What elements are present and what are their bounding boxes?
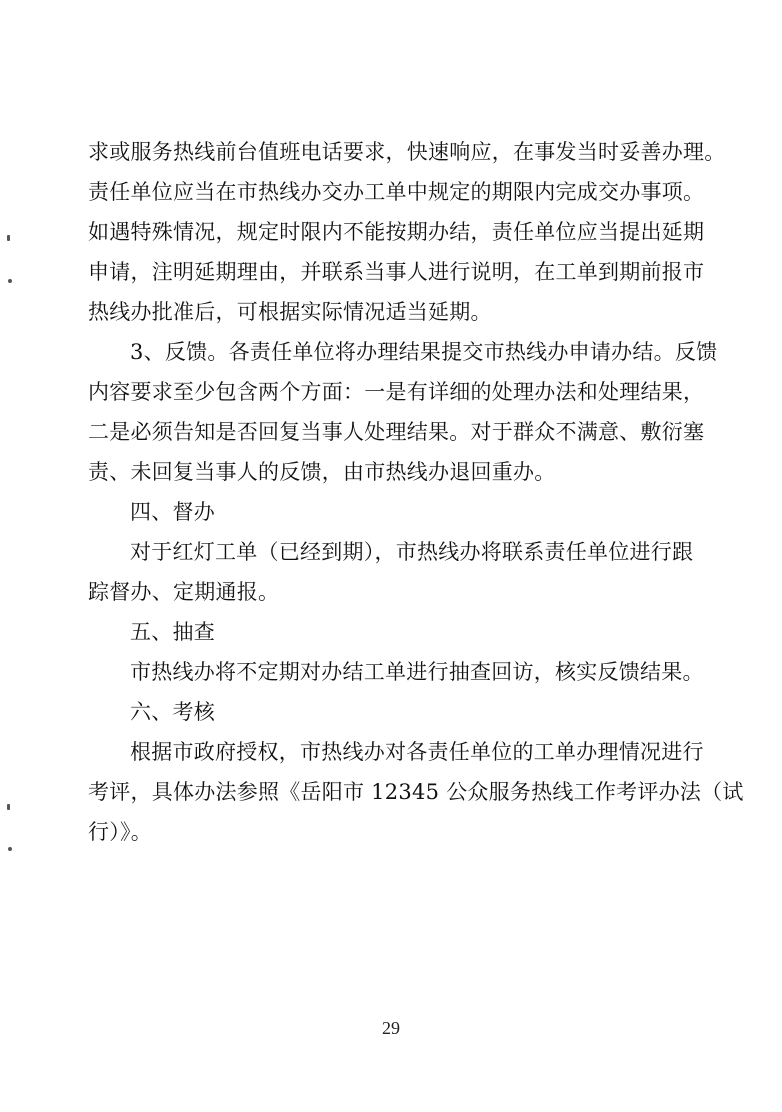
body-text-line: 踪督办、定期通报。 bbox=[88, 580, 280, 604]
body-text-line: 如遇特殊情况，规定时限内不能按期办结，责任单位应当提出延期 bbox=[88, 220, 705, 244]
body-text-line: 责任单位应当在市热线办交办工单中规定的期限内完成交办事项。 bbox=[88, 180, 705, 204]
section-feedback-heading-line: 3、反馈。各责任单位将办理结果提交市热线办申请办结。反馈 bbox=[130, 340, 718, 364]
binding-hole-mark bbox=[8, 847, 12, 851]
binding-hole-mark bbox=[8, 279, 12, 283]
page-number: 29 bbox=[382, 1018, 400, 1038]
body-text-line: 对于红灯工单（已经到期），市热线办将联系责任单位进行跟 bbox=[130, 540, 694, 564]
binding-hole-mark bbox=[7, 804, 10, 810]
body-text-line: 内容要求至少包含两个方面：一是有详细的处理办法和处理结果， bbox=[88, 380, 705, 404]
body-text-line: 责、未回复当事人的反馈，由市热线办退回重办。 bbox=[88, 460, 556, 484]
body-text-line: 热线办批准后，可根据实际情况适当延期。 bbox=[88, 300, 492, 324]
section-heading-spot-check: 五、抽查 bbox=[130, 620, 215, 644]
section-heading-supervision: 四、督办 bbox=[130, 500, 215, 524]
body-text-line: 市热线办将不定期对办结工单进行抽查回访，核实反馈结果。 bbox=[130, 660, 704, 684]
body-text-line: 求或服务热线前台值班电话要求，快速响应，在事发当时妥善办理。 bbox=[88, 140, 726, 164]
body-text-line: 二是必须告知是否回复当事人处理结果。对于群众不满意、敷衍塞 bbox=[88, 420, 705, 444]
body-text-line: 行）》。 bbox=[88, 820, 152, 844]
binding-hole-mark bbox=[7, 235, 10, 241]
body-text-line: 考评，具体办法参照《岳阳市 12345 公众服务热线工作考评办法（试 bbox=[88, 780, 744, 804]
body-text-line: 申请，注明延期理由，并联系当事人进行说明，在工单到期前报市 bbox=[88, 260, 705, 284]
body-text-line: 根据市政府授权，市热线办对各责任单位的工单办理情况进行 bbox=[130, 740, 704, 764]
section-heading-assessment: 六、考核 bbox=[130, 700, 215, 724]
